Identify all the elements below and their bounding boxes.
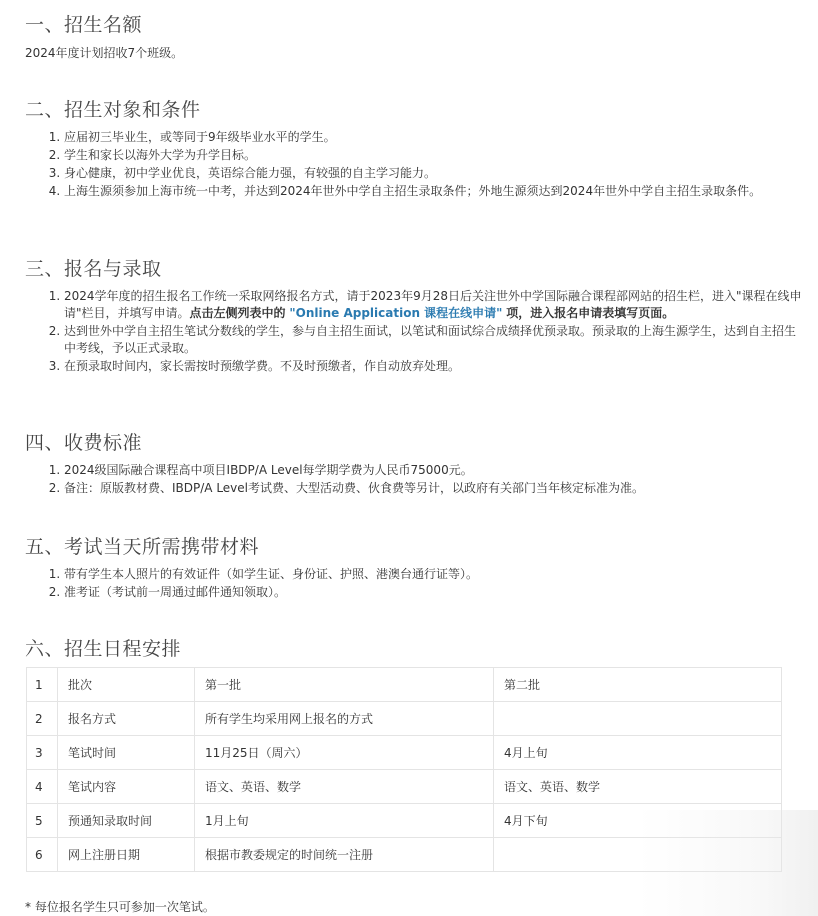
section-heading-schedule: 六、招生日程安排: [25, 638, 182, 660]
table-cell: 所有学生均采用网上报名的方式: [195, 702, 494, 736]
list-item: 2. 达到世外中学自主招生笔试分数线的学生，参与自主招生面试，以笔试和面试综合成绩择优预录取。预录取的上海生源学生，达到自主招生中考线，予以正式录取。: [64, 323, 804, 357]
materials-list: [46, 566, 804, 602]
table-cell: 4月上旬: [494, 736, 782, 770]
table-cell: 笔试时间: [58, 736, 195, 770]
list-item: 3. 在预录取时间内，家长需按时预缴学费。不及时预缴者，作自动放弃处理。: [64, 358, 804, 375]
table-cell: 4: [27, 770, 58, 804]
table-cell: 语文、英语、数学: [494, 770, 782, 804]
table-row: [27, 668, 782, 702]
table-cell: 报名方式: [58, 702, 195, 736]
list-item: 4. 上海生源须参加上海市统一中考，并达到2024年世外中学自主招生录取条件；外地生源须达到2024年世外中学自主招生录取条件。: [64, 183, 804, 200]
table-cell: 11月25日（周六）: [195, 736, 494, 770]
table-cell: 语文、英语、数学: [195, 770, 494, 804]
registration-instruction-end: 项，进入报名申请表填写页面。: [506, 306, 675, 320]
table-cell: [494, 838, 782, 872]
list-item: 2. 备注：原版教材费、IBDP/A Level考试费、大型活动费、伙食费等另计，以政府有关部门当年核定标准为准。: [64, 480, 804, 497]
registration-list: [46, 288, 804, 376]
section-heading-eligibility: 二、招生对象和条件: [25, 99, 201, 121]
table-cell: 5: [27, 804, 58, 838]
registration-text: 2024学年度的招生报名工作统一采取网络报名方式，请于2023年9月28日后关注世外中学国际融合课程部网站的招生栏，进入"课程在线申请"栏目，并填写申请。: [64, 289, 802, 320]
list-item: 2. 学生和家长以海外大学为升学目标。: [64, 147, 804, 164]
section-heading-registration: 三、报名与录取: [25, 258, 162, 280]
table-cell: 笔试内容: [58, 770, 195, 804]
list-item: [64, 288, 804, 322]
section-heading-fees: 四、收费标准: [25, 432, 143, 454]
online-application-link[interactable]: "Online Application 课程在线申请": [289, 306, 503, 320]
table-cell: 4月下旬: [494, 804, 782, 838]
table-row: [27, 770, 782, 804]
table-cell: 1: [27, 668, 58, 702]
table-cell: 3: [27, 736, 58, 770]
fees-list: [46, 462, 804, 498]
table-cell: 第一批: [195, 668, 494, 702]
table-row: [27, 702, 782, 736]
list-item: 1. 带有学生本人照片的有效证件（如学生证、身份证、护照、港澳台通行证等）。: [64, 566, 804, 583]
list-item: 2. 准考证（考试前一周通过邮件通知领取）。: [64, 584, 804, 601]
table-cell: 2: [27, 702, 58, 736]
table-cell: 网上注册日期: [58, 838, 195, 872]
eligibility-list: [46, 129, 804, 201]
table-cell: 批次: [58, 668, 195, 702]
table-row: [27, 804, 782, 838]
section-heading-quota: 一、招生名额: [25, 14, 143, 36]
list-item: 1. 2024级国际融合课程高中项目IBDP/A Level每学期学费为人民币75000元。: [64, 462, 804, 479]
table-cell: 第二批: [494, 668, 782, 702]
table-row: [27, 838, 782, 872]
list-item: 1. 应届初三毕业生，或等同于9年级毕业水平的学生。: [64, 129, 804, 146]
section-heading-materials: 五、考试当天所需携带材料: [25, 536, 260, 558]
registration-instruction: 点击左侧列表中的: [189, 306, 286, 320]
table-row: [27, 736, 782, 770]
quota-paragraph: 2024年度计划招收7个班级。: [25, 46, 184, 60]
list-item: 3. 身心健康，初中学业优良，英语综合能力强，有较强的自主学习能力。: [64, 165, 804, 182]
schedule-table: [26, 667, 782, 872]
table-cell: [494, 702, 782, 736]
table-cell: 6: [27, 838, 58, 872]
table-cell: 1月上旬: [195, 804, 494, 838]
table-cell: 根据市教委规定的时间统一注册: [195, 838, 494, 872]
footnote: * 每位报名学生只可参加一次笔试。: [25, 900, 215, 914]
table-cell: 预通知录取时间: [58, 804, 195, 838]
